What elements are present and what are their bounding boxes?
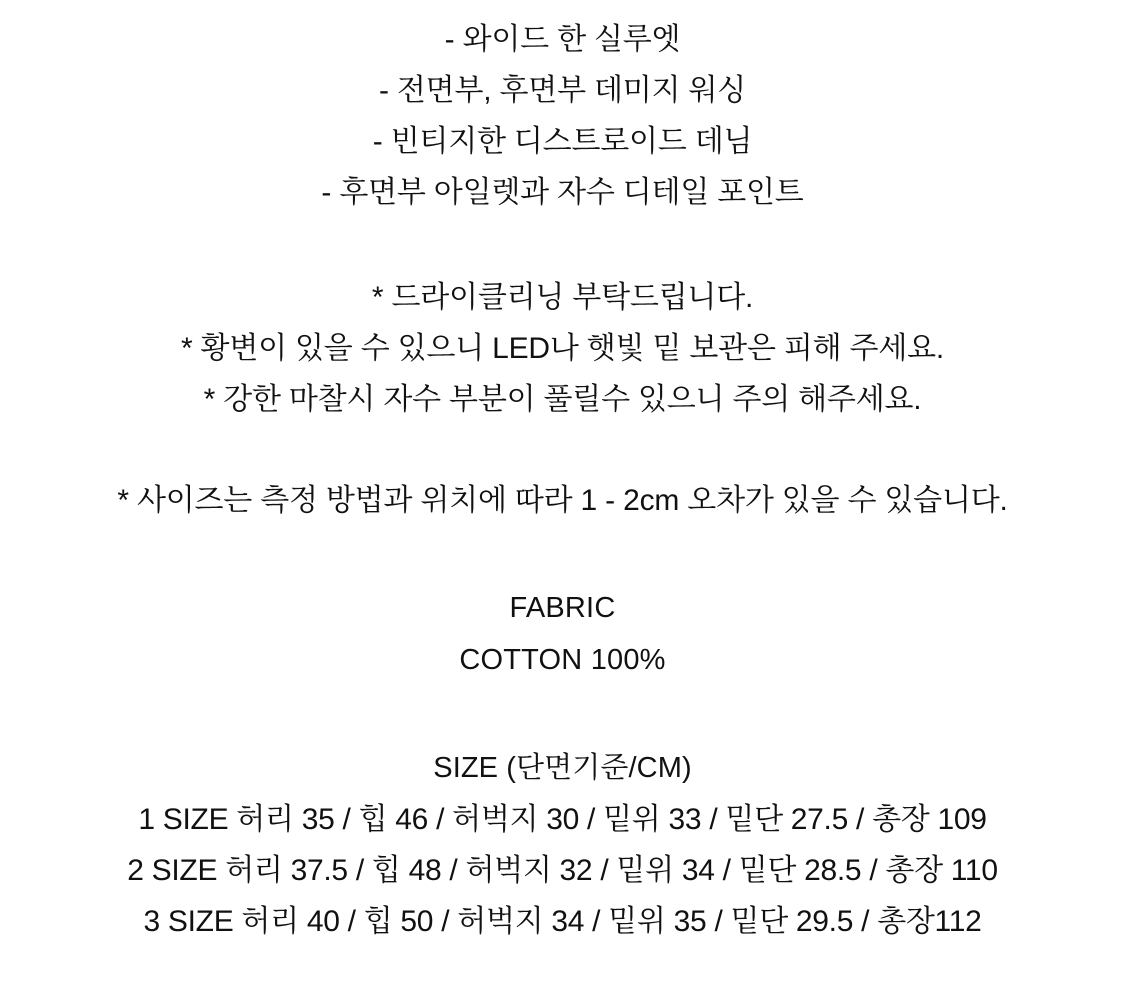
care-block	[20, 272, 1105, 425]
measurement-note: * 사이즈는 측정 방법과 위치에 따라 1 - 2cm 오차가 있을 수 있습니다.	[117, 484, 1008, 517]
feature-line: - 와이드 한 실루엣	[444, 23, 681, 56]
feature-line: - 빈티지한 디스트로이드 데님	[372, 125, 753, 158]
size-row: 2 SIZE 허리 37.5 / 힙 48 / 허벅지 32 / 밑위 34 / 밑단 28.5 / 총장 110	[127, 854, 998, 887]
care-line: * 드라이클리닝 부탁드립니다.	[371, 281, 754, 314]
fabric-heading: FABRIC	[509, 592, 616, 624]
feature-line: - 전면부, 후면부 데미지 워싱	[378, 74, 747, 107]
fabric-block	[20, 582, 1105, 686]
fabric-composition: COTTON 100%	[459, 644, 666, 676]
size-block	[20, 742, 1105, 947]
features-block	[20, 14, 1105, 218]
feature-line: - 후면부 아일렛과 자수 디테일 포인트	[321, 176, 804, 209]
size-row: 1 SIZE 허리 35 / 힙 46 / 허벅지 30 / 밑위 33 / 밑단 27.5 / 총장 109	[138, 803, 987, 836]
care-line: * 강한 마찰시 자수 부분이 풀릴수 있으니 주의 해주세요.	[203, 383, 922, 416]
measurement-note-block	[20, 475, 1105, 526]
size-row: 3 SIZE 허리 40 / 힙 50 / 허벅지 34 / 밑위 35 / 밑단 29.5 / 총장112	[143, 905, 982, 938]
care-line: * 황변이 있을 수 있으니 LED나 햇빛 밑 보관은 피해 주세요.	[180, 332, 945, 365]
size-heading: SIZE (단면기준/CM)	[433, 752, 692, 784]
